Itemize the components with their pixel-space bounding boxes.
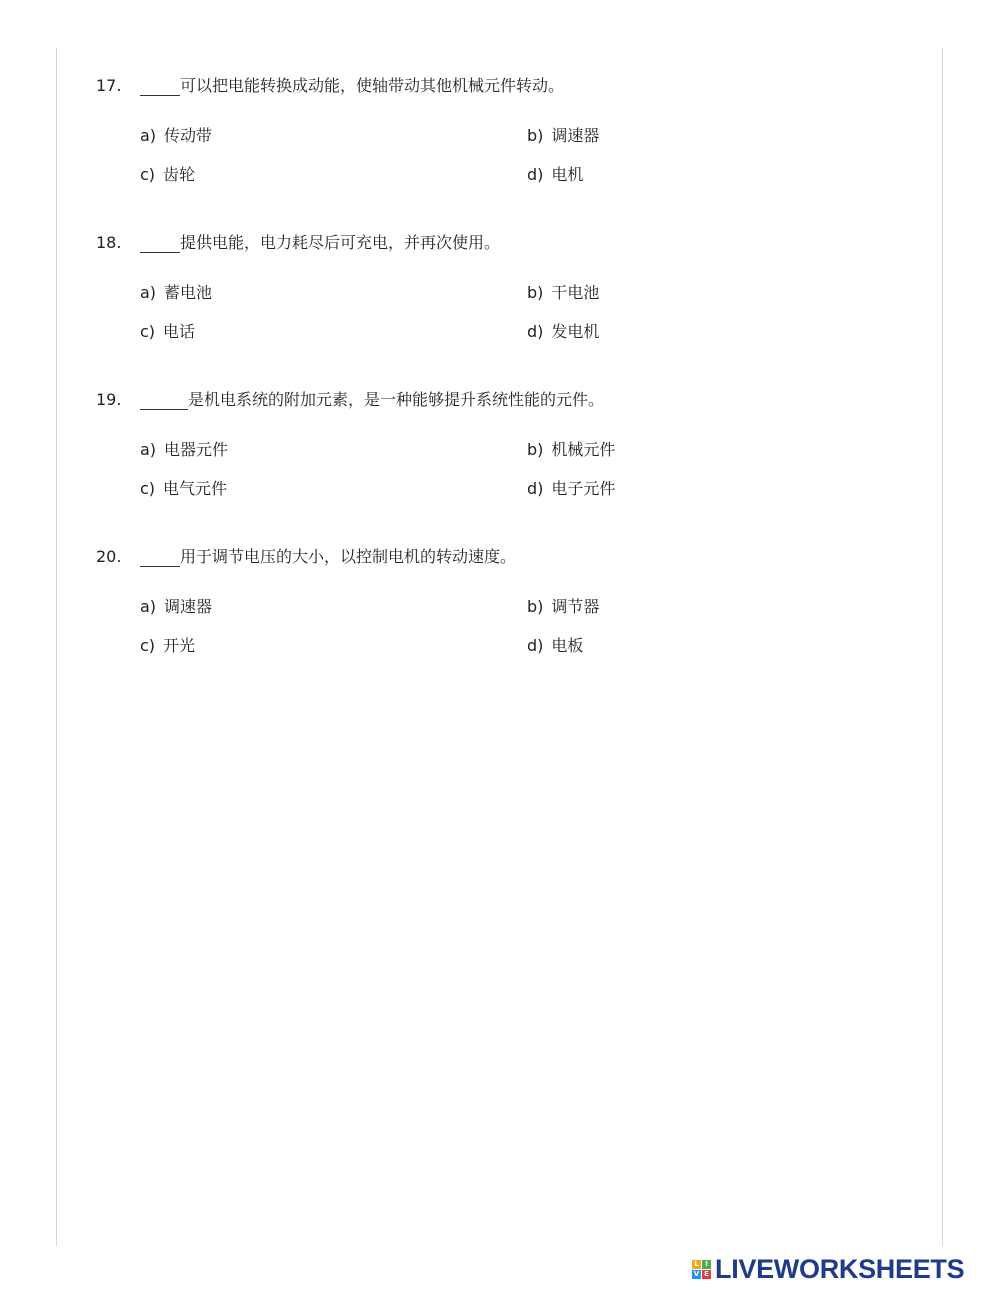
question-18 — [96, 231, 916, 355]
option-text: 调速器 — [164, 597, 213, 616]
answer-blank[interactable] — [140, 547, 180, 567]
option-text: 调节器 — [551, 597, 600, 616]
logo-text: LIVEWORKSHEETS — [715, 1253, 965, 1284]
options-group — [96, 569, 916, 669]
option-b[interactable] — [527, 124, 599, 148]
question-text-wrapper — [140, 388, 604, 412]
option-c[interactable] — [140, 477, 227, 501]
page-border-right — [942, 48, 943, 1246]
options-group — [96, 255, 916, 355]
option-text: 电子元件 — [551, 479, 616, 498]
option-a[interactable] — [140, 124, 212, 148]
option-letter: a) — [140, 126, 157, 145]
option-letter: b) — [527, 126, 544, 145]
option-d[interactable] — [527, 634, 583, 658]
option-text: 调速器 — [551, 126, 600, 145]
option-letter: a) — [140, 440, 157, 459]
option-text: 电机 — [551, 165, 584, 184]
answer-blank[interactable] — [140, 76, 180, 96]
option-c[interactable] — [140, 163, 195, 187]
option-text: 开光 — [163, 636, 196, 655]
logo-block: E — [702, 1270, 711, 1279]
options-group — [96, 412, 916, 512]
option-letter: a) — [140, 283, 157, 302]
option-letter: d) — [527, 322, 544, 341]
options-group — [96, 98, 916, 198]
option-text: 蓄电池 — [164, 283, 213, 302]
option-d[interactable] — [527, 477, 615, 501]
option-c[interactable] — [140, 320, 195, 344]
option-b[interactable] — [527, 438, 615, 462]
option-letter: c) — [140, 165, 156, 184]
option-a[interactable] — [140, 281, 212, 305]
option-text: 电气元件 — [163, 479, 228, 498]
question-text-wrapper — [140, 74, 564, 98]
question-20 — [96, 545, 916, 669]
question-text: 提供电能，电力耗尽后可充电，并再次使用。 — [180, 233, 501, 252]
question-line — [96, 545, 916, 569]
question-number: 20. — [96, 547, 122, 566]
option-text: 齿轮 — [163, 165, 196, 184]
option-letter: a) — [140, 597, 157, 616]
answer-blank[interactable] — [140, 390, 188, 410]
question-line — [96, 74, 916, 98]
option-a[interactable] — [140, 595, 212, 619]
question-text-wrapper — [140, 545, 516, 569]
option-letter: c) — [140, 479, 156, 498]
option-letter: d) — [527, 479, 544, 498]
option-text: 传动带 — [164, 126, 213, 145]
option-text: 发电机 — [551, 322, 600, 341]
logo-block: V — [693, 1269, 700, 1278]
option-b[interactable] — [527, 281, 599, 305]
option-letter: b) — [527, 283, 544, 302]
question-line — [96, 388, 916, 412]
page-border-left — [56, 48, 57, 1246]
logo-mark-icon — [692, 1260, 711, 1279]
question-17 — [96, 74, 916, 198]
question-text-wrapper — [140, 231, 500, 255]
question-text: 用于调节电压的大小，以控制电机的转动速度。 — [180, 547, 517, 566]
option-text: 干电池 — [551, 283, 600, 302]
option-b[interactable] — [527, 595, 599, 619]
question-text: 可以把电能转换成动能，使轴带动其他机械元件转动。 — [180, 76, 565, 95]
option-text: 机械元件 — [551, 440, 616, 459]
question-19 — [96, 388, 916, 512]
answer-blank[interactable] — [140, 233, 180, 253]
logo-block: L — [692, 1260, 701, 1269]
logo-block: I — [702, 1260, 711, 1269]
option-text: 电器元件 — [164, 440, 229, 459]
option-text: 电板 — [551, 636, 584, 655]
option-a[interactable] — [140, 438, 228, 462]
option-d[interactable] — [527, 320, 599, 344]
option-letter: d) — [527, 165, 544, 184]
option-d[interactable] — [527, 163, 583, 187]
question-number: 17. — [96, 76, 122, 95]
question-number: 19. — [96, 390, 122, 409]
liveworksheets-logo — [692, 1254, 964, 1284]
question-line — [96, 231, 916, 255]
question-number: 18. — [96, 233, 122, 252]
option-letter: c) — [140, 322, 156, 341]
question-text: 是机电系统的附加元素，是一种能够提升系统性能的元件。 — [188, 390, 605, 409]
option-letter: b) — [527, 440, 544, 459]
option-c[interactable] — [140, 634, 195, 658]
option-letter: b) — [527, 597, 544, 616]
option-letter: d) — [527, 636, 544, 655]
option-text: 电话 — [163, 322, 196, 341]
option-letter: c) — [140, 636, 156, 655]
